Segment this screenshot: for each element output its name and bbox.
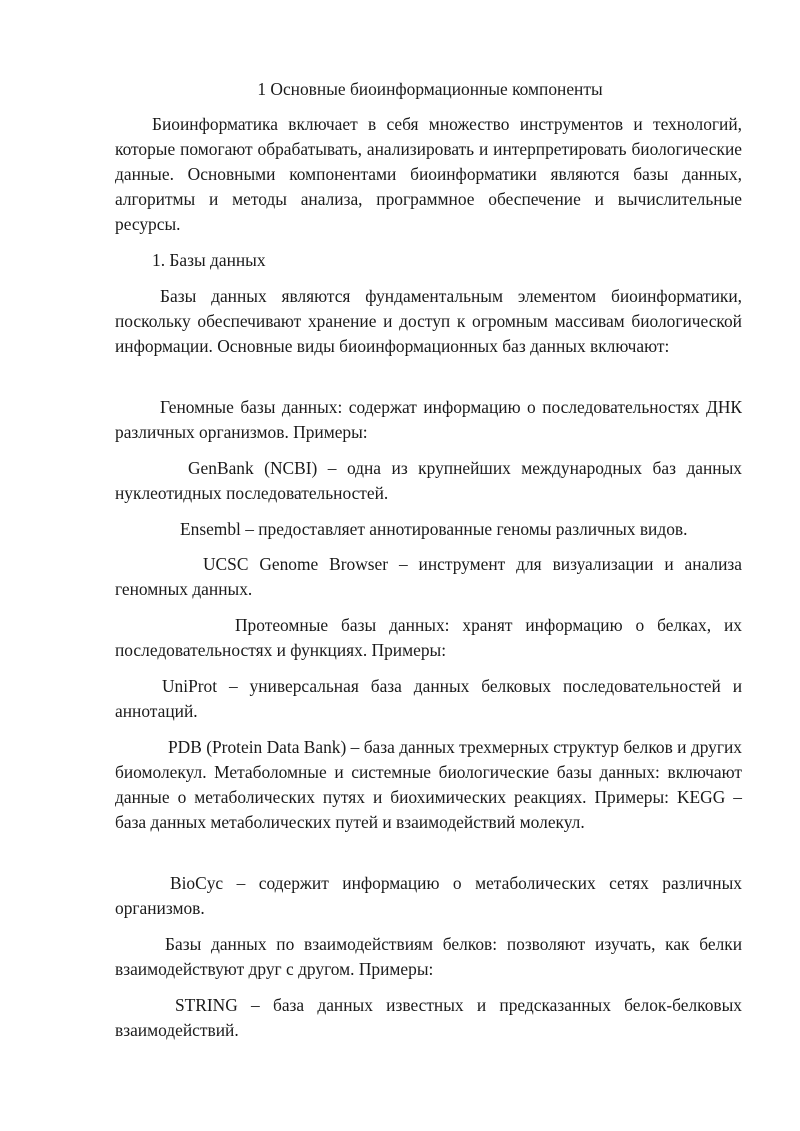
body-paragraph: UCSC Genome Browser – инструмент для визуализации и анализа геномных данных. xyxy=(115,554,742,599)
body-paragraph: BioCyc – содержит информацию о метаболических сетях различных организмов. xyxy=(115,873,742,918)
body-paragraph: UniProt – универсальная база данных белковых последовательностей и аннотаций. xyxy=(115,676,742,721)
body-paragraph: STRING – база данных известных и предсказанных белок-белковых взаимодействий. xyxy=(115,995,742,1040)
body-paragraph: GenBank (NCBI) – одна из крупнейших международных баз данных нуклеотидных последовательностей. xyxy=(115,458,742,503)
page-title: 1 Основные биоинформационные компоненты xyxy=(257,79,603,99)
body-paragraph: Геномные базы данных: содержат информацию о последовательностях ДНК различных организмов. Примеры: xyxy=(115,397,742,442)
body-paragraph: Базы данных по взаимодействиям белков: позволяют изучать, как белки взаимодействуют друг с другом. Примеры: xyxy=(115,934,742,979)
body-paragraph: Ensembl – предоставляет аннотированные геномы различных видов. xyxy=(180,519,688,539)
intro-paragraph: Биоинформатика включает в себя множество инструментов и технологий, которые помогают обрабатывать, анализировать и интерпретировать биологические данные. Основными компонентами биоинформатики являются базы данных, алгоритмы и методы анализа, программное обеспечение и вычислительные ресурсы. xyxy=(115,114,742,234)
body-paragraph: Протеомные базы данных: хранят информацию о белках, их последовательностях и функциях. Примеры: xyxy=(115,615,742,660)
section-heading: 1. Базы данных xyxy=(152,250,266,270)
body-paragraph: PDB (Protein Data Bank) – база данных трехмерных структур белков и других биомолекул. Метаболомные и системные биологические базы данных: включают данные о метаболических путях и биохимических реакциях. Примеры: KEGG – база данных метаболических путей и взаимодействий молекул. xyxy=(115,737,742,832)
body-paragraph: Базы данных являются фундаментальным элементом биоинформатики, поскольку обеспечивают хранение и доступ к огромным массивам биологической информации. Основные виды биоинформационных баз данных включают: xyxy=(115,286,742,356)
